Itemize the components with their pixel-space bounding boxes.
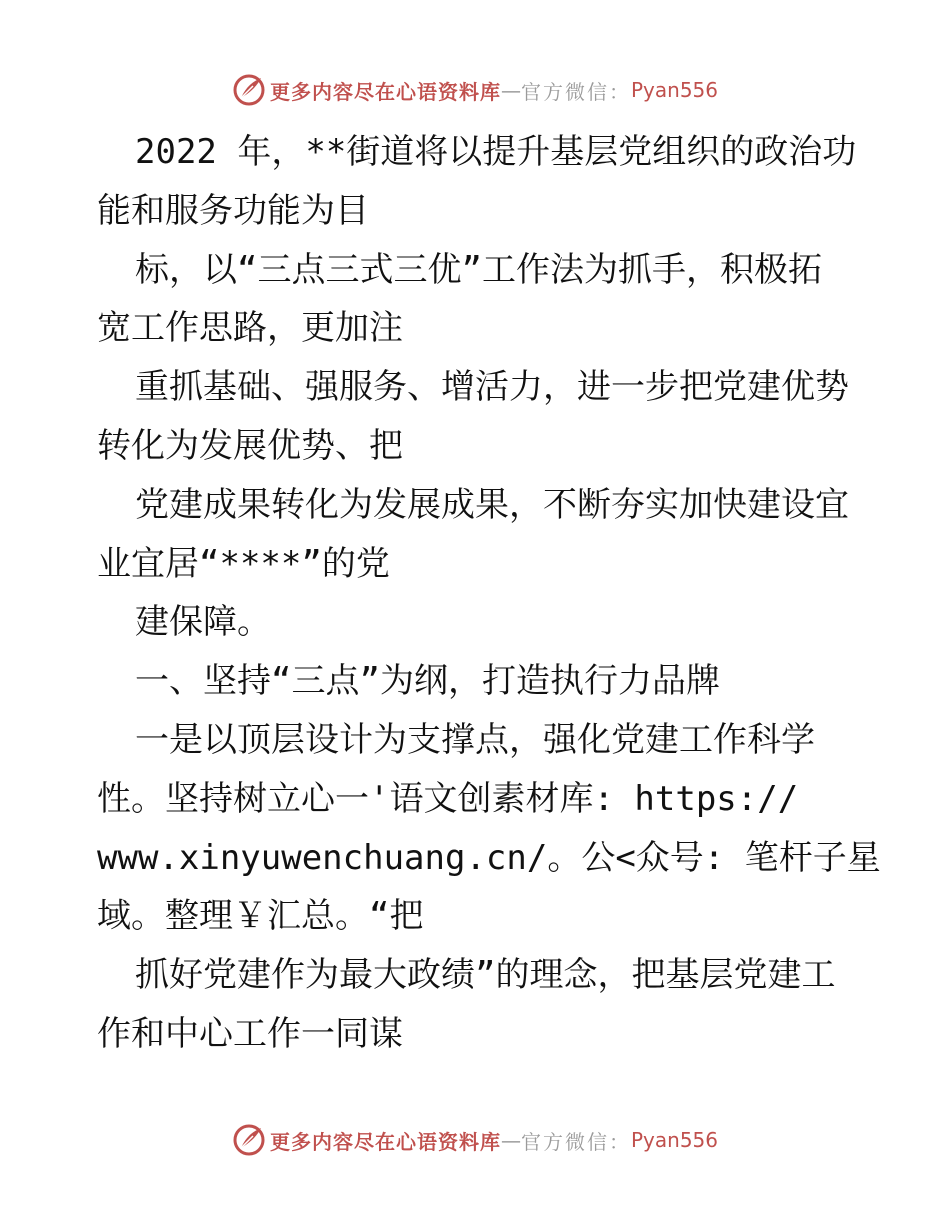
text-line: 性。坚持树立心一'语文创素材库: https:// (97, 778, 799, 819)
text-line: 重抓基础、强服务、增活力，进一步把党建优势 (135, 367, 849, 408)
banner-site-text: 更多内容尽在心语资料库 (269, 79, 501, 104)
banner-wechat-label: 官方微信： (520, 1129, 631, 1154)
banner-wechat-id: Pyan556 (630, 1128, 718, 1152)
text-line: 转化为发展优势、把 (97, 425, 403, 466)
text-line: 能和服务功能为目 (97, 190, 369, 231)
header-banner (0, 70, 950, 110)
banner-separator: — (500, 78, 521, 102)
text-line: 宽工作思路，更加注 (97, 308, 403, 349)
section-heading: 一、坚持“三点”为纲，打造执行力品牌 (135, 661, 720, 702)
document-body (97, 123, 881, 1064)
text-line: 党建成果转化为发展成果，不断夯实加快建设宜 (135, 484, 849, 525)
footer-banner (0, 1120, 950, 1160)
banner-site-text: 更多内容尽在心语资料库 (269, 1129, 501, 1154)
feather-pen-logo-icon (232, 1123, 266, 1157)
text-line: 抓好党建作为最大政绩”的理念，把基层党建工 (135, 955, 836, 996)
text-line: 建保障。 (135, 602, 271, 643)
text-line: 业宜居“****”的党 (97, 543, 390, 584)
text-line: 作和中心工作一同谋 (97, 1013, 403, 1054)
banner-wechat-label: 官方微信： (520, 79, 631, 104)
text-line: www.xinyuwenchuang.cn/。公<众号: 笔杆子星 (97, 837, 881, 878)
text-line: 一是以顶层设计为支撑点，强化党建工作科学 (135, 719, 815, 760)
banner-wechat-id: Pyan556 (630, 78, 718, 102)
banner-separator: — (500, 1128, 521, 1152)
text-line: 标，以“三点三式三优”工作法为抓手，积极拓 (135, 249, 822, 290)
feather-pen-logo-icon (232, 73, 266, 107)
text-line: 2022 年，**街道将以提升基层党组织的政治功 (135, 132, 857, 172)
text-line: 域。整理￥汇总。“把 (97, 896, 424, 937)
